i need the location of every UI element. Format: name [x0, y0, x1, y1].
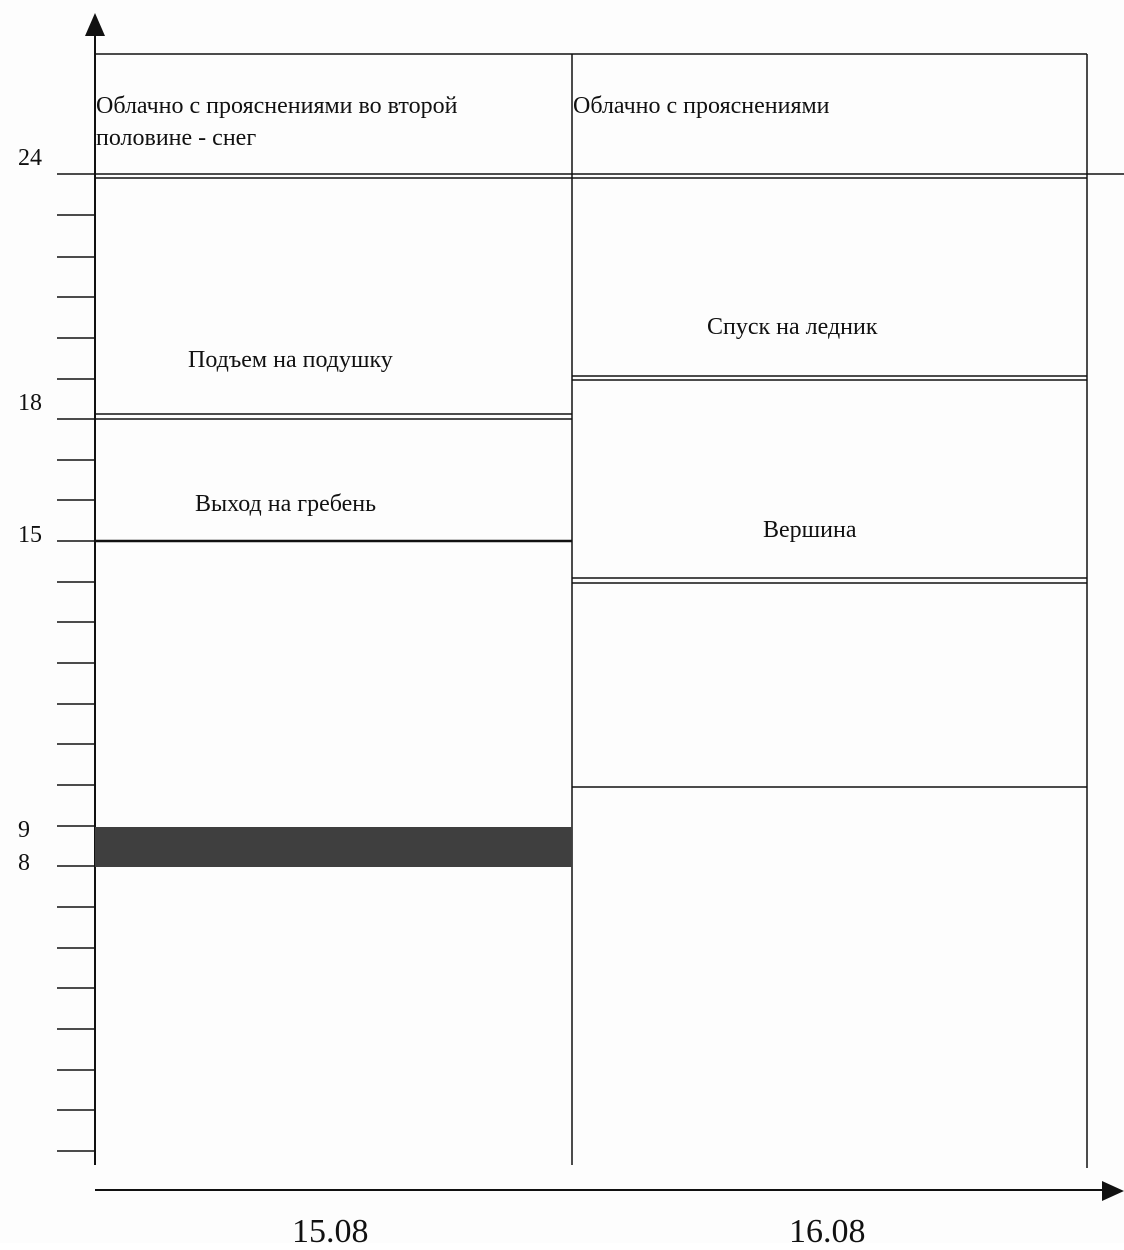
- col2-event-summit: Вершина: [763, 517, 857, 543]
- col2-weather-text: Облачно с прояснениями: [573, 93, 830, 119]
- y-tick-label-24: 24: [18, 145, 42, 171]
- col1-event-pillow: Подъем на подушку: [188, 347, 393, 373]
- y-tick-label-18: 18: [18, 390, 42, 416]
- col1-event-ridge: Выход на гребень: [195, 491, 377, 517]
- y-axis-ticks: [57, 215, 95, 1151]
- y-tick-label-8: 8: [18, 850, 30, 876]
- col2-date: 16.08: [789, 1213, 866, 1250]
- y-tick-label-15: 15: [18, 522, 42, 548]
- x-axis-arrow-icon: [1102, 1181, 1124, 1201]
- col2-event-glacier: Спуск на ледник: [707, 314, 878, 340]
- col1-weather-text: Облачно с прояснениями во второй половине - снег: [96, 93, 458, 151]
- y-tick-label-9: 9: [18, 817, 30, 843]
- y-axis-arrow-icon: [85, 13, 105, 36]
- col1-dark-bar: [95, 827, 572, 867]
- col1-date: 15.08: [292, 1213, 369, 1250]
